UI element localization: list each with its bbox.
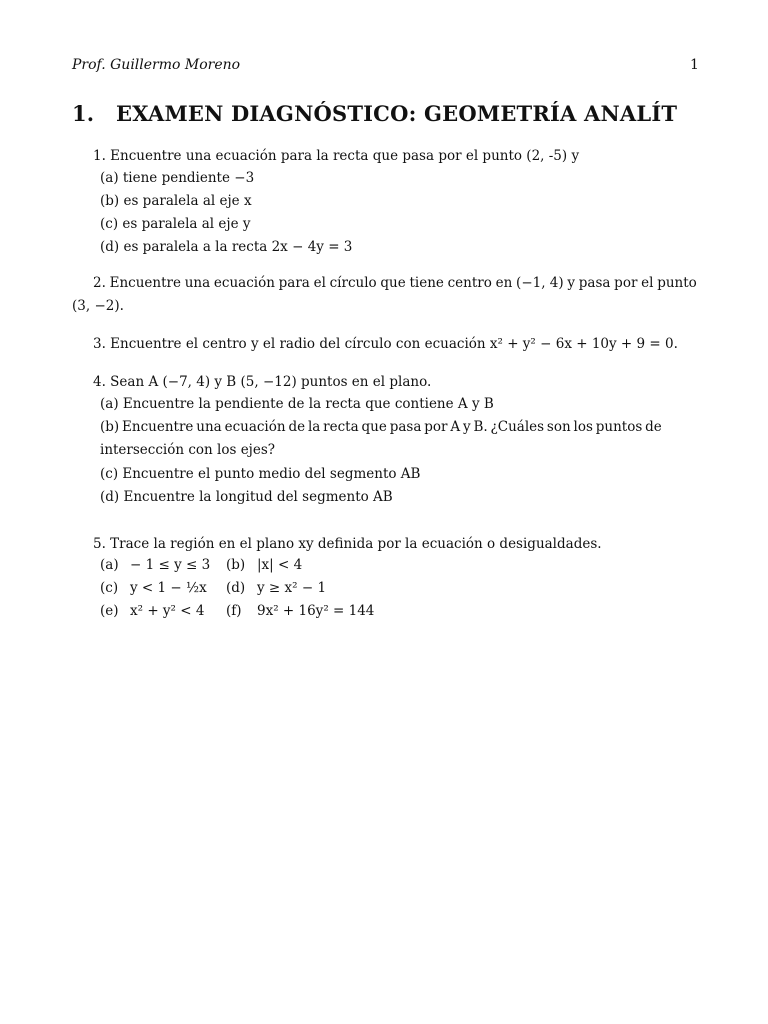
problem-2-word: (−1, 4) [516,275,564,291]
problem-4-b-word: los [573,419,593,435]
problem-4-b-word: de [645,419,662,435]
problem-1-item-c: (c) es paralela al eje y [100,216,251,232]
problem-1-item-d: (d) es paralela a la recta 2x − 4y = 3 [100,239,353,255]
problem-4-b-word: una [196,419,222,435]
problem-4-b-word: la [307,419,321,435]
problem-4-item-a: (a) Encuentre la pendiente de la recta que contiene A y B [100,396,494,412]
section-title [72,101,677,126]
problem-5-expr-f: 9x² + 16y² = 144 [257,603,375,619]
problem-2-word: el [313,275,326,291]
problem-5-label-c: (c) [100,580,119,596]
problem-2-word: pasa [578,275,611,291]
problem-4-b-word: de [288,419,306,435]
problem-2-line-1 [93,275,697,291]
problem-1-item-a: (a) tiene pendiente −3 [100,170,255,186]
problem-4-b-word: ecuación [224,419,286,435]
problem-5-stem: 5. Trace la región en el plano xy definida por la ecuación o desigualdades. [93,536,602,552]
problem-5-expr-b: |x| < 4 [257,557,303,573]
problem-4-b-word: recta [323,419,359,435]
section-title-text: EXAMEN DIAGNÓSTICO: GEOMETRÍA ANALÍT [116,101,678,126]
problem-1-stem: 1. Encuentre una ecuación para la recta que pasa por el punto (2, -5) y [93,148,580,164]
problem-3-stem: 3. Encuentre el centro y el radio del círculo con ecuación x² + y² − 6x + 10y + 9 = 0. [93,336,678,352]
problem-4-stem: 4. Sean A (−7, 4) y B (5, −12) puntos en el plano. [93,374,432,390]
page-number: 1 [690,57,699,73]
problem-2-word: 2. [93,275,106,291]
problem-5-expr-e: x² + y² < 4 [130,603,205,619]
problem-2-word: por [614,275,638,291]
problem-2-line-2: (3, −2). [72,298,124,314]
header-author: Prof. Guillermo Moreno [72,57,241,73]
problem-4-b-word: B. [473,419,488,435]
problem-2-word: y [567,275,576,291]
problem-2-word: ecuación [213,275,275,291]
problem-4-b-word: y [462,419,471,435]
problem-2-word: en [495,275,513,291]
problem-2-word: tiene [409,275,444,291]
problem-4-b-word: pasa [389,419,422,435]
problem-4-b-word: son [546,419,571,435]
problem-2-word: que [380,275,406,291]
problem-5-expr-a: − 1 ≤ y ≤ 3 [130,557,211,573]
problem-4-b-word: ¿Cuáles [490,419,545,435]
problem-5-expr-d: y ≥ x² − 1 [257,580,327,596]
problem-4-b-word: A [450,419,461,435]
problem-5-label-b: (b) [226,557,246,573]
problem-1-item-b: (b) es paralela al eje x [100,193,252,209]
problem-4-b-word: (b) [100,419,120,435]
problem-4-b-word: Encuentre [122,419,194,435]
problem-4-b-word: que [361,419,387,435]
problem-4-b-word: por [424,419,448,435]
section-number: 1. [72,101,95,126]
problem-5-label-a: (a) [100,557,119,573]
problem-2-word: una [184,275,211,291]
problem-4-item-b-line-2: intersección con los ejes? [100,442,276,458]
problem-5-label-f: (f) [226,603,242,619]
problem-2-word: círculo [329,275,377,291]
problem-4-b-word: puntos [595,419,643,435]
problem-2-word: punto [657,275,697,291]
problem-5-expr-c: y < 1 − ½x [130,580,207,596]
problem-2-word: Encuentre [109,275,181,291]
problem-5-label-e: (e) [100,603,119,619]
problem-4-item-d: (d) Encuentre la longitud del segmento AB [100,489,393,505]
problem-4-item-b-line-1 [100,419,662,435]
problem-4-item-c: (c) Encuentre el punto medio del segmento AB [100,466,421,482]
problem-2-word: centro [447,275,492,291]
problem-2-word: el [641,275,654,291]
problem-5-label-d: (d) [226,580,246,596]
problem-2-word: para [278,275,310,291]
